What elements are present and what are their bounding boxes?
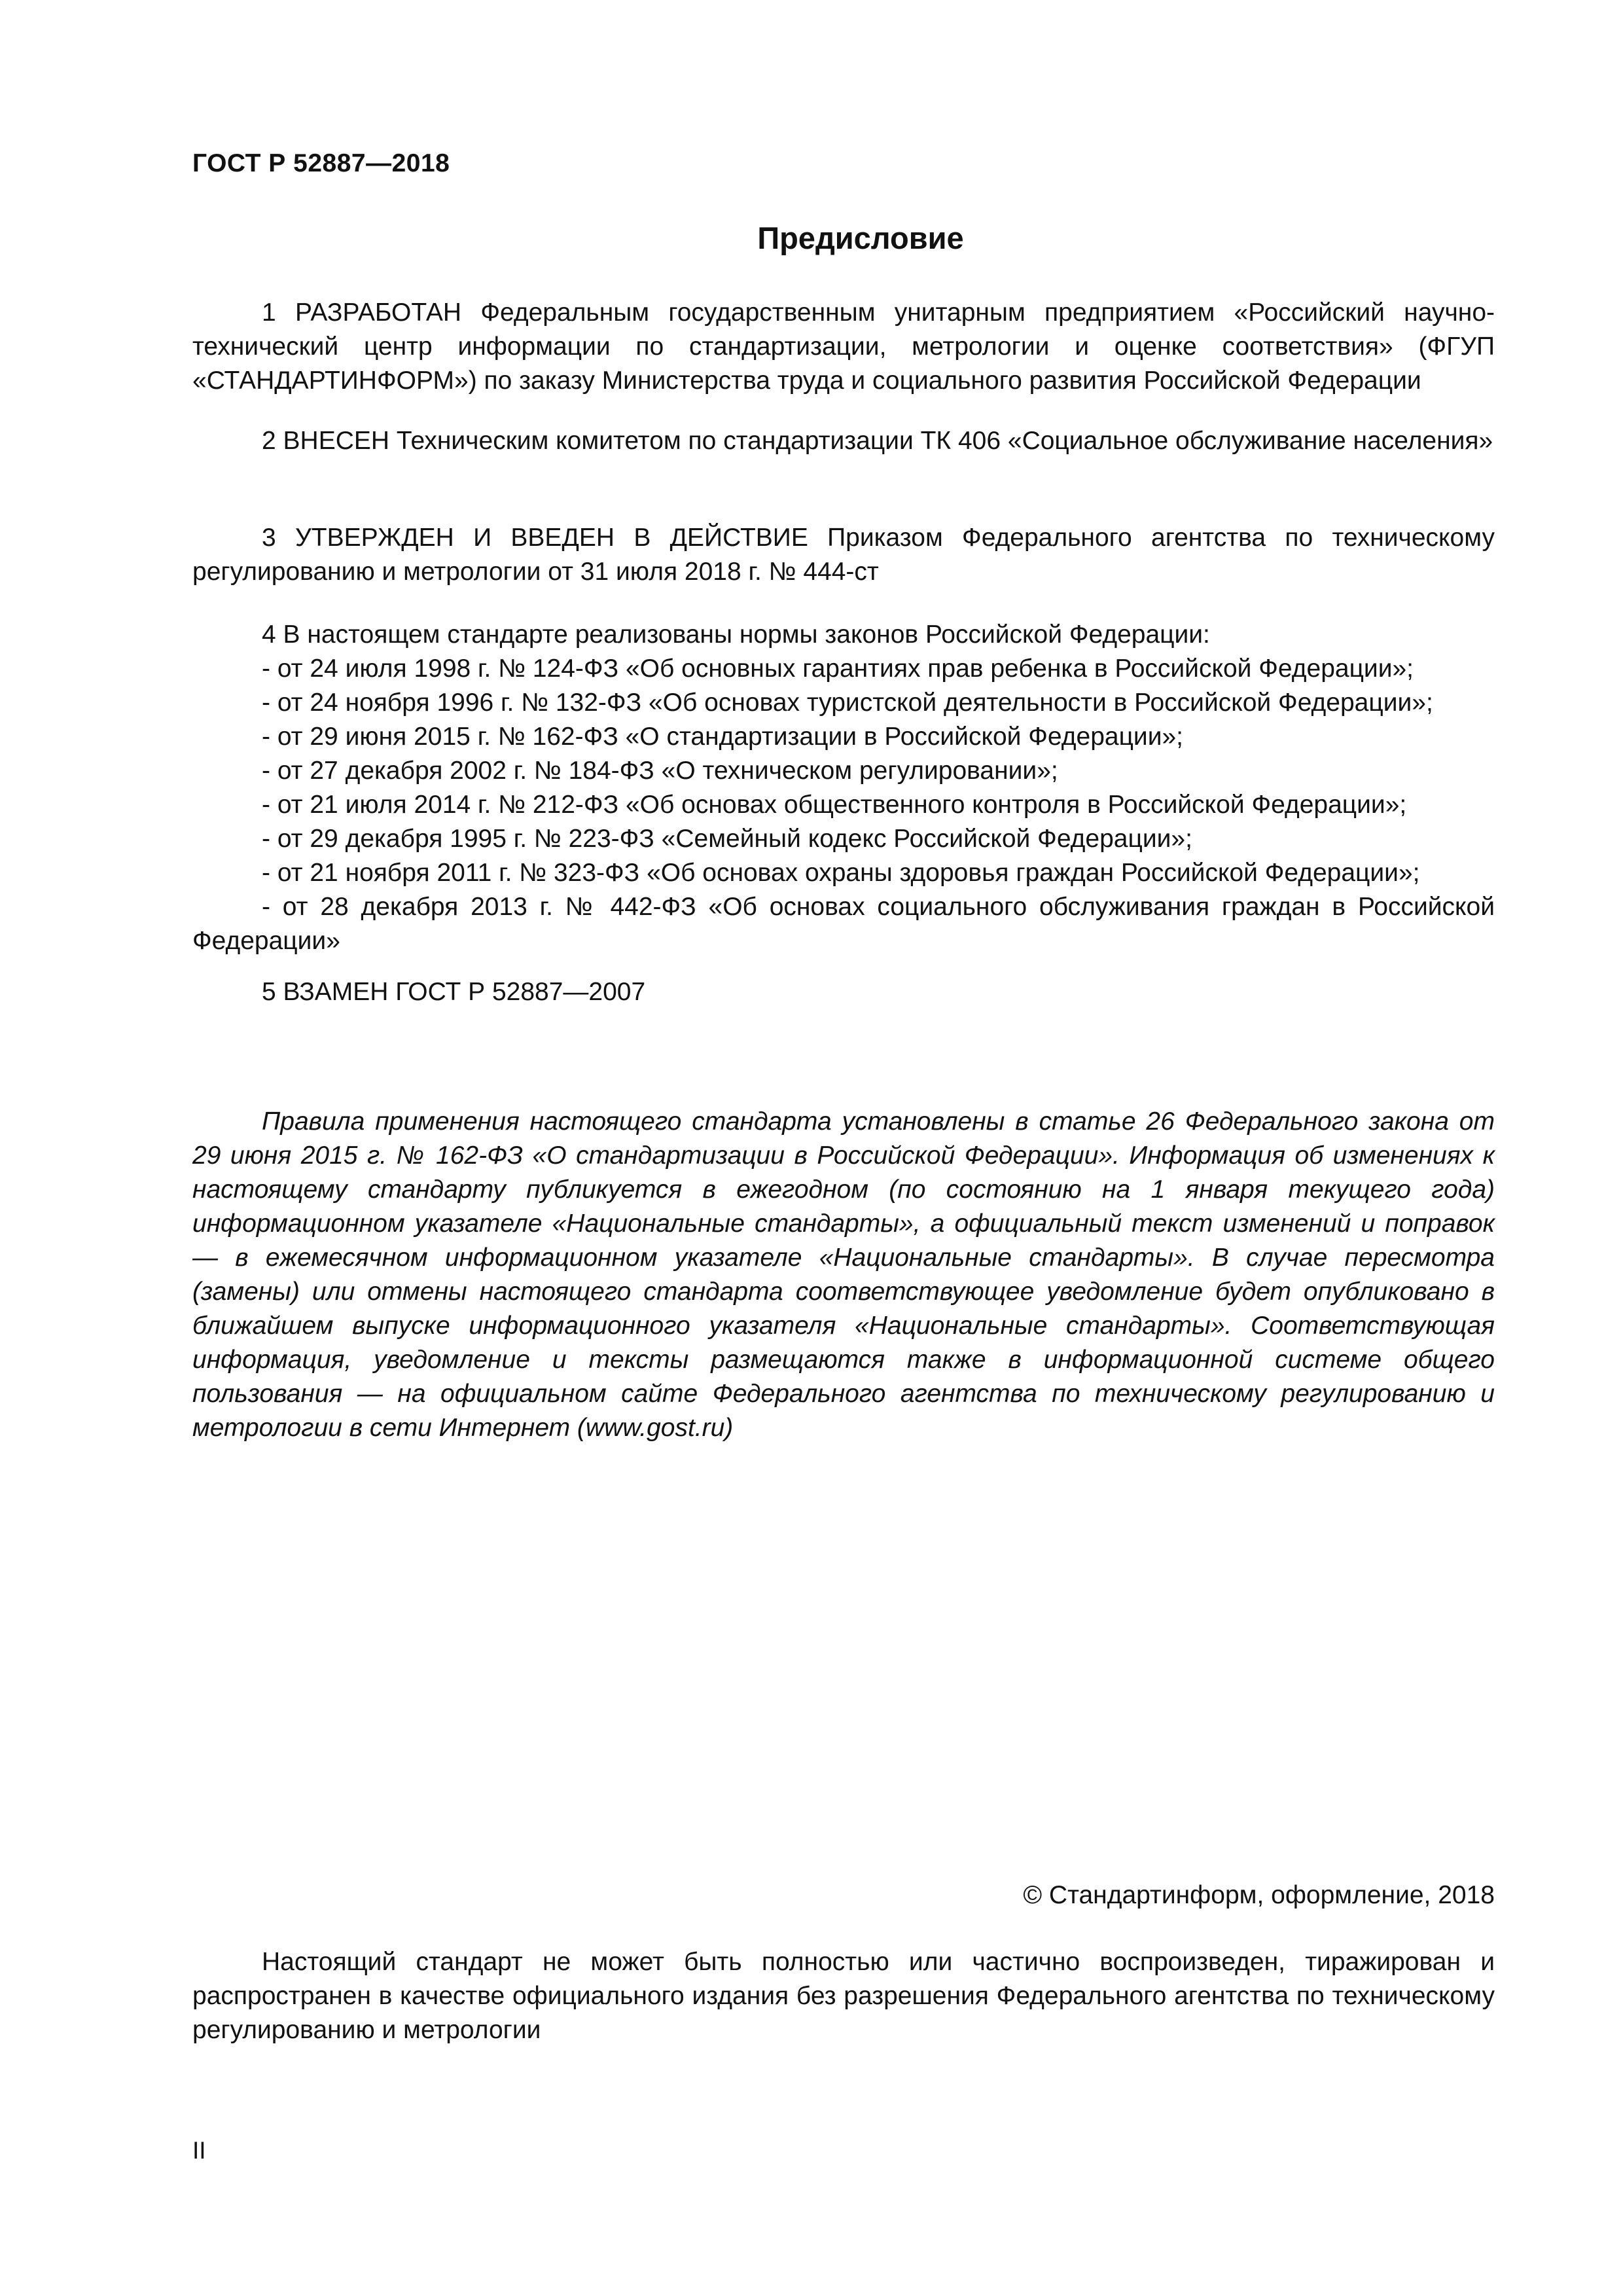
page-title: Предисловие <box>757 221 964 255</box>
rules-notice-text: Правила применения настоящего стандарта установлены в статье 26 Федерального закона от 29 июня 2015 г. № 162-ФЗ «О стандартизации в Российской Федерации». Информация об изменениях к настоящему стандарту публикуется в ежегодном (по состоянию на 1 января текущего года) информационном указателе «Национальные стандарты», а официальный текст изменений и поправок — в ежемесячном информационном указателе «Национальные стандарты». В случае пересмотра (замены) или отмены настоящего стандарта соответствующее уведомление будет опубликовано в ближайшем выпуске информационного указателя «Национальные стандарты». Соответствующая информация, уведомление и тексты размещаются также в информационной системе общего пользования — на официальном сайте Федерального агентства по техническому регулированию и метрологии в сети Интернет (www.gost.ru) <box>192 1107 1495 1442</box>
foreword-item-4 <box>192 618 1495 958</box>
reproduction-notice-text: Настоящий стандарт не может быть полностью или частично воспроизведен, тиражирован и распространен в качестве официального издания без разрешения Федерального агентства по техническому регулированию и метрологии <box>192 1948 1495 2044</box>
reproduction-notice <box>192 1945 1495 2047</box>
item-2-text: 2 ВНЕСЕН Техническим комитетом по стандартизации ТК 406 «Социальное обслуживание населения» <box>262 427 1493 455</box>
item-3-text: 3 УТВЕРЖДЕН И ВВЕДЕН В ДЕЙСТВИЕ Приказом Федерального агентства по техническому регулированию и метрологии от 31 июля 2018 г. № 444-ст <box>192 524 1495 586</box>
foreword-item-3 <box>192 521 1495 589</box>
foreword-item-2 <box>192 424 1495 458</box>
rules-notice <box>192 1105 1495 1445</box>
law-list-item: - от 28 декабря 2013 г. № 442-ФЗ «Об основах социального обслуживания граждан в Российской Федерации» <box>192 893 1495 955</box>
law-list-item: - от 29 июня 2015 г. № 162-ФЗ «О стандартизации в Российской Федерации»; <box>262 723 1184 751</box>
item-4-intro: 4 В настоящем стандарте реализованы нормы законов Российской Федерации: <box>262 620 1210 649</box>
foreword-item-1 <box>192 296 1495 398</box>
law-list-item: - от 21 ноября 2011 г. № 323-ФЗ «Об основах охраны здоровья граждан Российской Федерации»; <box>262 859 1420 887</box>
item-1-text: 1 РАЗРАБОТАН Федеральным государственным унитарным предприятием «Российский научно-технический центр информации по стандартизации, метрологии и оценке соответствия» (ФГУП «СТАНДАРТИНФОРМ») по заказу Министерства труда и социального развития Российской Федерации <box>192 298 1495 395</box>
item-5-text: 5 ВЗАМЕН ГОСТ Р 52887—2007 <box>262 978 646 1006</box>
law-list-item: - от 29 декабря 1995 г. № 223-ФЗ «Семейный кодекс Российской Федерации»; <box>262 825 1192 853</box>
foreword-item-5 <box>192 975 1495 1009</box>
page-number: II <box>192 2137 206 2164</box>
law-list-item: - от 21 июля 2014 г. № 212-ФЗ «Об основах общественного контроля в Российской Федерации»; <box>262 791 1407 819</box>
law-list-item: - от 24 ноября 1996 г. № 132-ФЗ «Об основах туристской деятельности в Российской Федерации»; <box>262 689 1433 717</box>
standard-code: ГОСТ Р 52887—2018 <box>192 149 450 177</box>
copyright-line: © Стандартинформ, оформление, 2018 <box>1023 1881 1495 1909</box>
law-list-item: - от 24 июля 1998 г. № 124-ФЗ «Об основных гарантиях прав ребенка в Российской Федерации»; <box>262 655 1414 683</box>
law-list-item: - от 27 декабря 2002 г. № 184-ФЗ «О техническом регулировании»; <box>262 757 1058 785</box>
